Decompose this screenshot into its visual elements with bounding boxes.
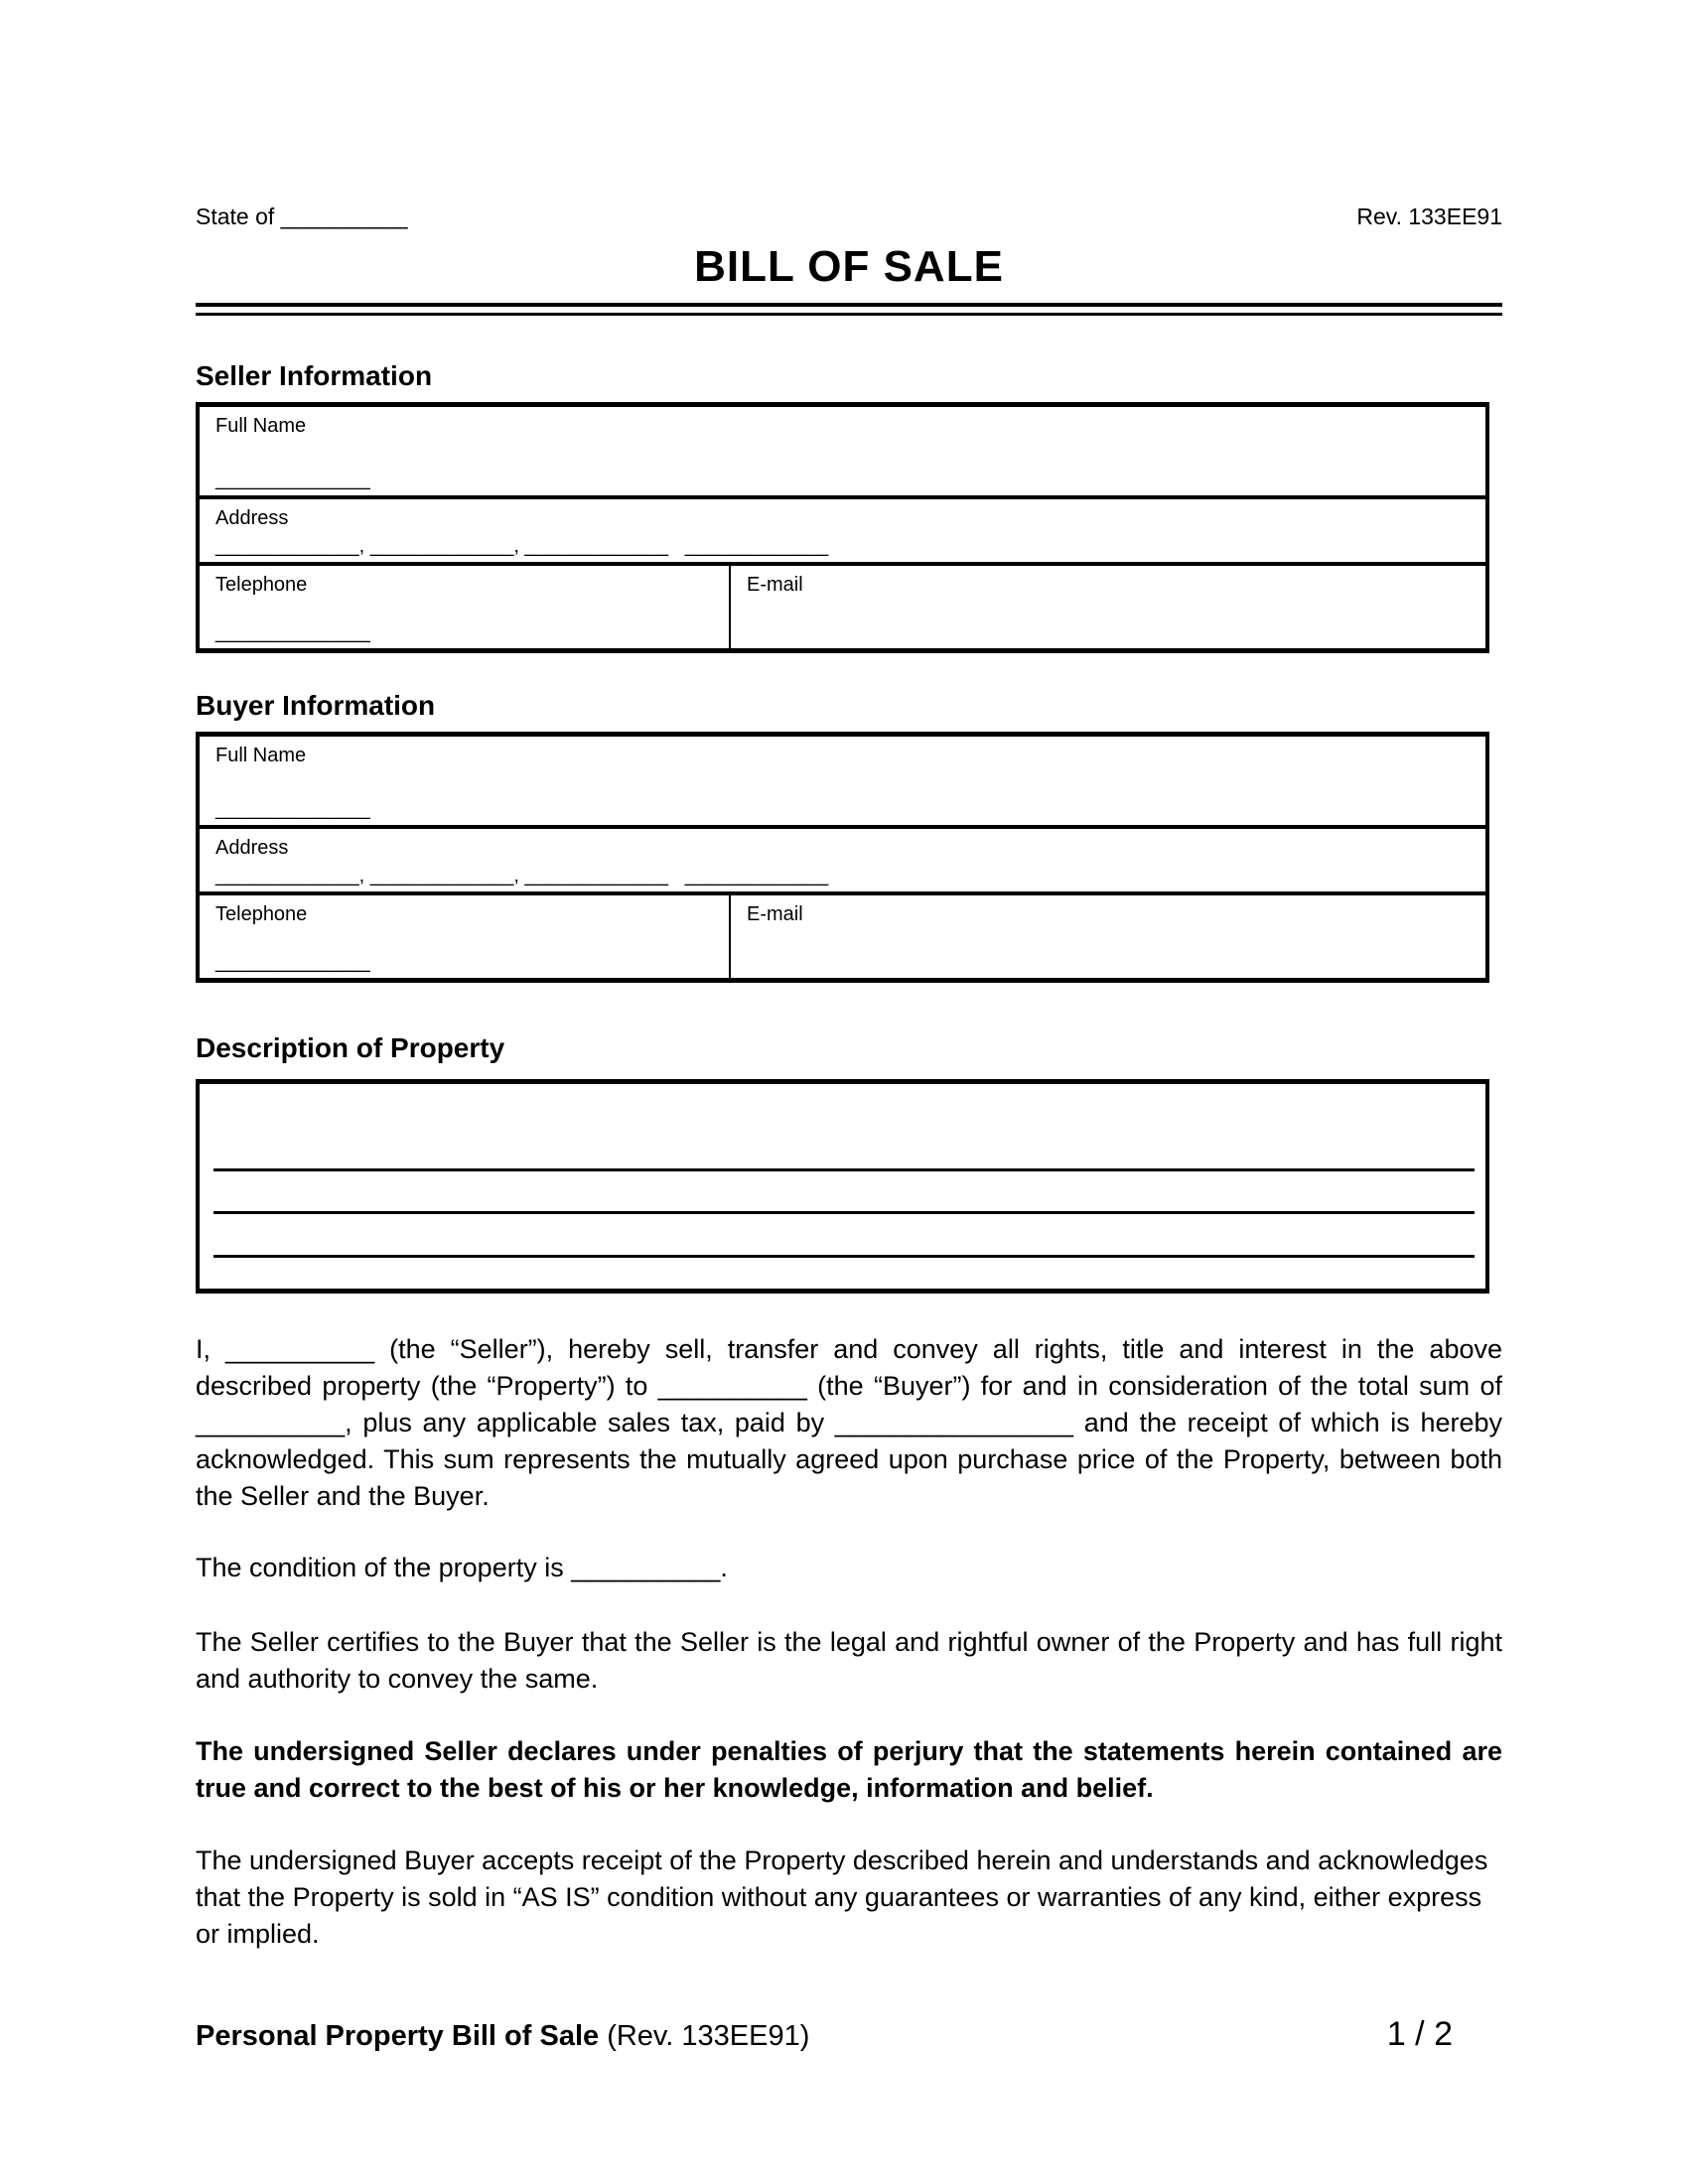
buyer-email-label: E-mail [747, 903, 803, 925]
seller-full-name-blank[interactable]: ______________ [215, 469, 370, 490]
buyer-full-name-blank[interactable]: ______________ [215, 798, 370, 820]
buyer-telephone-blank[interactable]: ______________ [215, 951, 370, 973]
footer-doc-line [196, 2018, 809, 2054]
page-number: 1 / 2 [1386, 2015, 1453, 2053]
buyer-telephone-label: Telephone [215, 903, 308, 925]
seller-telephone-blank[interactable]: ______________ [215, 621, 370, 643]
buyer-email-cell [731, 895, 1485, 978]
buyer-address-blank[interactable]: _____________, _____________, _____________ _____________ [215, 865, 829, 887]
buyer-section-heading: Buyer Information [196, 690, 436, 721]
seller-full-name-row [200, 407, 1485, 499]
footer-doc-rev: (Rev. 133EE91) [599, 2020, 810, 2052]
state-of-line [196, 202, 408, 231]
description-write-line[interactable] [213, 1211, 1475, 1214]
seller-telephone-label: Telephone [215, 574, 308, 596]
seller-address-label: Address [215, 507, 289, 529]
seller-telephone-cell [200, 566, 731, 648]
title-divider [196, 303, 1502, 316]
perjury-paragraph: The undersigned Seller declares under penalties of perjury that the statements herein contained are true and correct to the best of his or her knowledge, information and belief. [196, 1736, 1510, 1803]
buyer-full-name-row [200, 737, 1485, 829]
page-title: BILL OF SALE [694, 242, 1004, 291]
sale-paragraph: I, __________ (the “Seller”), hereby sell, transfer and convey all rights, title and interest in the above described property (the “Property”) to __________ (the “Buyer”) for and in consideration of the total sum of __________, plus any applicable sales tax, paid by ________________ and the receipt of which is hereby acknowledged. This sum represents the mutually agreed upon purchase price of the Property, between both the Seller and the Buyer. [196, 1334, 1510, 1511]
condition-line: The condition of the property is __________. [196, 1553, 728, 1582]
footer-row [196, 2014, 1502, 2054]
buyer-telephone-cell [200, 895, 731, 978]
buyer-full-name-label: Full Name [215, 745, 307, 766]
buyer-address-label: Address [215, 837, 289, 859]
ownership-paragraph: The Seller certifies to the Buyer that the Seller is the legal and rightful owner of the Property and has full right and authority to convey the same. [196, 1627, 1510, 1694]
seller-section-heading: Seller Information [196, 360, 433, 391]
description-write-line[interactable] [213, 1168, 1475, 1171]
state-of-blank[interactable]: __________ [280, 204, 408, 229]
header-row [196, 202, 1502, 231]
property-description-box [196, 1079, 1489, 1294]
buyer-address-row [200, 829, 1485, 895]
page-content [196, 0, 1510, 2054]
property-section-heading: Description of Property [196, 1032, 505, 1063]
revision-label: Rev. 133EE91 [1356, 204, 1502, 229]
seller-address-row [200, 499, 1485, 566]
seller-email-label: E-mail [747, 574, 803, 596]
buyer-info-table [196, 732, 1489, 983]
seller-address-blank[interactable]: _____________, _____________, _____________ _____________ [215, 535, 829, 557]
footer-doc-title: Personal Property Bill of Sale [196, 2020, 600, 2052]
seller-email-cell [731, 566, 1485, 648]
buyer-contact-row [200, 895, 1485, 978]
seller-contact-row [200, 566, 1485, 648]
state-of-label: State of [196, 204, 275, 229]
as-is-paragraph: The undersigned Buyer accepts receipt of the Property described herein and understands and acknowledges that the Property is sold in “AS IS” condition without any guarantees or warranties of any kind, either express or implied. [196, 1845, 1495, 1949]
seller-info-table [196, 402, 1489, 653]
description-write-line[interactable] [213, 1255, 1475, 1258]
seller-full-name-label: Full Name [215, 415, 307, 437]
